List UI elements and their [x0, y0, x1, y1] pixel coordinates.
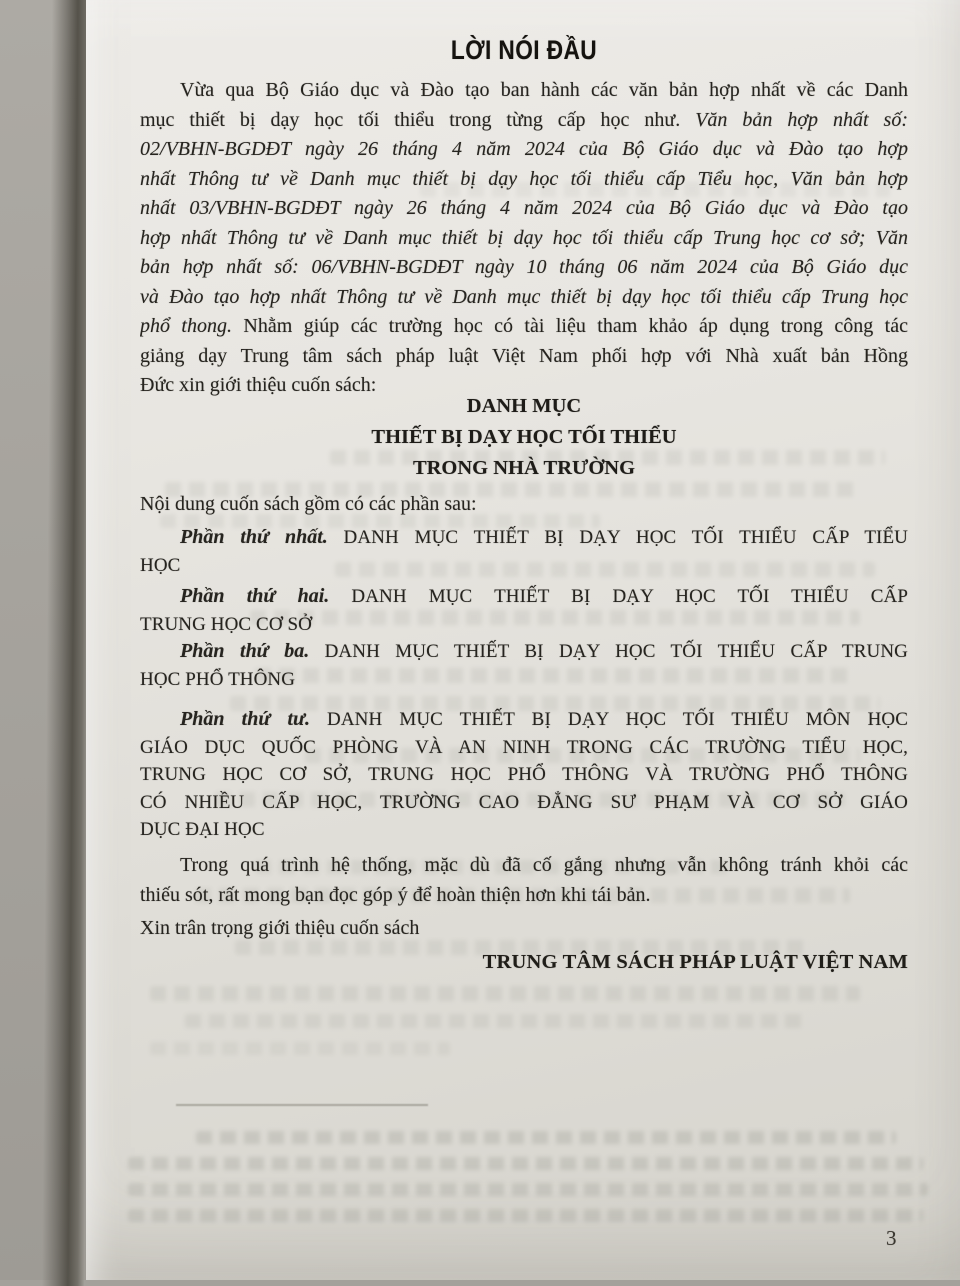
text-line	[140, 583, 908, 611]
text-line	[140, 706, 908, 734]
text-line	[140, 106, 908, 136]
text-segment: Văn bản hợp nhất số:	[695, 108, 908, 131]
part-4	[140, 706, 908, 844]
contents-intro-text: Nội dung cuốn sách gồm có các phần sau:	[140, 493, 477, 515]
text-segment: Phần thứ nhất.	[180, 526, 328, 548]
page-number: 3	[886, 1226, 897, 1250]
text-line	[140, 789, 908, 817]
heading-line-2: THIẾT BỊ DẠY HỌC TỐI THIỂU	[371, 426, 677, 448]
text-segment: thiếu sót, rất mong bạn đọc góp ý để hoàn thiện hơn khi tái bản.	[140, 883, 651, 906]
intro-paragraph	[140, 76, 908, 401]
text-segment: TRUNG HỌC CƠ SỞ, TRUNG HỌC PHỔ THÔNG VÀ TRƯỜNG PHỔ THÔNG	[140, 764, 908, 785]
text-segment: Vừa qua Bộ Giáo dục và Đào tạo ban hành các văn bản hợp nhất về các Danh	[180, 79, 908, 101]
text-segment: DANH MỤC THIẾT BỊ DẠY HỌC TỐI THIỂU CẤP TRUNG	[309, 641, 908, 662]
text-line	[140, 524, 908, 552]
text-line	[140, 194, 908, 224]
text-segment: DỤC ĐẠI HỌC	[140, 819, 265, 840]
signature	[140, 948, 908, 978]
text-segment: TRUNG HỌC CƠ SỞ	[140, 613, 312, 635]
text-segment: giảng dạy Trung tâm sách pháp luật Việt Nam phối hợp với Nhà xuất bản Hồng	[140, 344, 908, 367]
part-2	[140, 583, 908, 638]
text-line	[140, 816, 908, 844]
page-title-text: LỜI NÓI ĐẦU	[450, 35, 598, 65]
text-line	[140, 761, 908, 789]
text-segment: Phần thứ hai.	[180, 585, 330, 607]
text-line	[140, 666, 908, 694]
heading-line-3: TRONG NHÀ TRƯỜNG	[412, 457, 636, 479]
text-segment: HỌC	[140, 554, 181, 576]
text-segment: CÓ NHIỀU CẤP HỌC, TRƯỜNG CAO ĐẲNG SƯ PHẠM VÀ CƠ SỞ GIÁO	[140, 791, 908, 813]
text-line	[140, 76, 908, 106]
text-segment: DANH MỤC THIẾT BỊ DẠY HỌC TỐI THIỂU CẤP	[329, 586, 908, 607]
text-line	[140, 611, 908, 639]
text-line	[140, 734, 908, 762]
text-segment: Đức xin giới thiệu cuốn sách:	[140, 374, 377, 396]
text-segment: Phần thứ tư.	[180, 708, 311, 730]
text-segment: HỌC PHỔ THÔNG	[140, 668, 296, 690]
text-segment: 02/VBHN-BGDĐT ngày 26 tháng 4 năm 2024 của Bộ Giáo dục và Đào tạo hợp	[140, 138, 908, 160]
text-line	[140, 165, 908, 195]
text-line	[140, 312, 908, 342]
page-title	[140, 36, 908, 70]
heading-line-1: DANH MỤC	[466, 395, 582, 417]
text-segment: và Đào tạo hợp nhất Thông tư về Danh mục thiết bị dạy học tối thiểu cấp Trung học	[140, 285, 908, 308]
text-segment: Trong quá trình hệ thống, mặc dù đã cố gắng nhưng vẫn không tránh khỏi các	[180, 854, 908, 876]
text-segment: GIÁO DỤC QUỐC PHÒNG VÀ AN NINH TRONG CÁC TRƯỜNG TIỂU HỌC,	[140, 736, 908, 758]
part-1	[140, 524, 908, 579]
footnote-rule	[176, 1104, 428, 1106]
text-line	[140, 342, 908, 372]
text-line	[140, 253, 908, 283]
text-segment: nhất Thông tư về Danh mục thiết bị dạy học tối thiểu cấp Tiểu học, Văn bản hợp	[140, 167, 908, 190]
text-segment: DANH MỤC THIẾT BỊ DẠY HỌC TỐI THIỂU CẤP TIỂU	[327, 527, 908, 548]
text-segment: mục thiết bị dạy học tối thiểu trong từng cấp học như.	[140, 108, 696, 131]
closing-paragraph	[140, 851, 908, 910]
text-line	[140, 224, 908, 254]
contents-intro	[140, 490, 908, 520]
book-title-heading	[140, 392, 908, 485]
text-segment: hợp nhất Thông tư về Danh mục thiết bị dạy học tối thiểu cấp Trung học cơ sở; Văn	[140, 226, 908, 249]
text-segment: bản hợp nhất số: 06/VBHN-BGDĐT ngày 10 tháng 06 năm 2024 của Bộ Giáo dục	[140, 256, 908, 278]
closing-note	[140, 914, 908, 944]
text-segment: nhất 03/VBHN-BGDĐT ngày 26 tháng 4 năm 2024 của Bộ Giáo dục và Đào tạo	[140, 197, 908, 219]
text-line	[140, 851, 908, 881]
text-line	[140, 135, 908, 165]
text-segment: Phần thứ ba.	[180, 640, 310, 662]
text-segment: phổ thong.	[140, 315, 232, 337]
signature-text: TRUNG TÂM SÁCH PHÁP LUẬT VIỆT NAM	[482, 951, 908, 973]
text-segment: Nhằm giúp các trường học có tài liệu tham khảo áp dụng trong công tác	[231, 315, 908, 337]
text-segment: DANH MỤC THIẾT BỊ DẠY HỌC TỐI THIỂU MÔN HỌC	[310, 709, 908, 730]
text-line	[140, 552, 908, 580]
text-line	[140, 638, 908, 666]
text-line	[140, 283, 908, 313]
text-line	[140, 881, 908, 911]
part-3	[140, 638, 908, 693]
closing-note-text: Xin trân trọng giới thiệu cuốn sách	[140, 917, 420, 939]
